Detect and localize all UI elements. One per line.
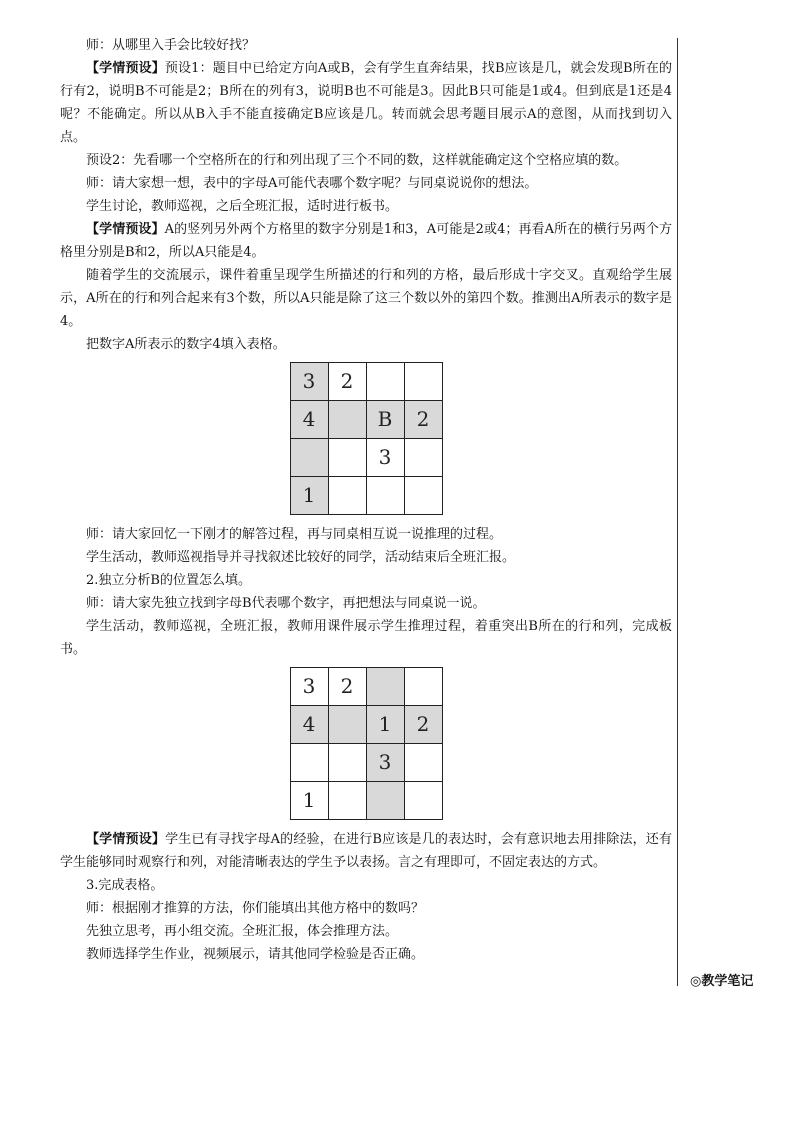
paragraph: [60, 828, 672, 874]
paragraph: 预设2：先看哪一个空格所在的行和列出现了三个不同的数，这样就能确定这个空格应填的数。: [86, 153, 628, 168]
grid-cell: 3: [290, 668, 328, 706]
paragraph: 2.独立分析B的位置怎么填。: [86, 573, 251, 588]
preset-tag: 【学情预设】: [86, 222, 165, 237]
grid-row: [290, 439, 442, 477]
grid-cell: [404, 363, 442, 401]
paragraph: 随着学生的交流展示，课件着重呈现学生所描述的行和列的方格，最后形成十字交叉。直观给学生展示，A所在的行和列合起来有3个数，所以A只能是除了这三个数以外的第四个数。推测出A所表示的数字是4。: [60, 268, 672, 329]
grid-cell: [404, 668, 442, 706]
grid-row: [290, 706, 442, 744]
grid-cell: [366, 477, 404, 515]
paragraph: 3.完成表格。: [86, 878, 164, 893]
grid-cell: 2: [328, 668, 366, 706]
paragraph: 师：从哪里入手会比较好找？: [86, 38, 256, 53]
grid-cell: [328, 401, 366, 439]
grid-cell: 3: [366, 744, 404, 782]
paragraph: 学生活动，教师巡视，全班汇报，教师用课件展示学生推理过程，着重突出B所在的行和列，完成板书。: [60, 619, 672, 657]
grid-cell: [290, 439, 328, 477]
paragraph: 师：请大家想一想，表中的字母A可能代表哪个数字呢？与同桌说说你的想法。: [86, 176, 538, 191]
grid-row: [290, 363, 442, 401]
grid-row: [290, 744, 442, 782]
grid-cell: [328, 706, 366, 744]
grid-row: [290, 782, 442, 820]
grid-cell: 2: [404, 401, 442, 439]
grid-cell: 4: [290, 401, 328, 439]
grid-cell: [404, 744, 442, 782]
grid-cell: 2: [404, 706, 442, 744]
grid-cell: [366, 668, 404, 706]
teaching-notes-label: ◎教学笔记: [690, 974, 754, 989]
main-content: [60, 34, 672, 966]
text-section-1: [60, 34, 672, 356]
grid-row: [290, 477, 442, 515]
grid-cell: [366, 363, 404, 401]
paragraph-text: A的竖列另外两个方格里的数字分别是1和3，A可能是2或4；再看A所在的横行另两个方格里分别是B和2，所以A只能是4。: [60, 222, 672, 260]
paragraph: 师：根据刚才推算的方法，你们能填出其他方格中的数吗？: [86, 901, 425, 916]
sudoku-grid-2: [290, 667, 443, 820]
paragraph: 把数字A所表示的数字4填入表格。: [86, 337, 286, 352]
sudoku-grid-1: [290, 362, 443, 515]
grid-cell: 1: [366, 706, 404, 744]
grid-row: [290, 401, 442, 439]
grid-cell: [404, 477, 442, 515]
grid-cell: 1: [290, 782, 328, 820]
text-section-3: [60, 828, 672, 966]
paragraph: 教师选择学生作业，视频展示，请其他同学检验是否正确。: [86, 947, 425, 962]
text-section-2: [60, 523, 672, 661]
paragraph: 学生讨论，教师巡视，之后全班汇报，适时进行板书。: [86, 199, 399, 214]
grid-cell: 2: [328, 363, 366, 401]
grid-cell: B: [366, 401, 404, 439]
grid-cell: 4: [290, 706, 328, 744]
sudoku-grid-2-wrap: [60, 667, 672, 820]
paragraph: 先独立思考，再小组交流。全班汇报，体会推理方法。: [86, 924, 399, 939]
grid-cell: [290, 744, 328, 782]
grid-cell: [366, 782, 404, 820]
grid-cell: [328, 782, 366, 820]
paragraph-text: 学生已有寻找字母A的经验，在进行B应该是几的表达时，会有意识地去用排除法，还有学生能够同时观察行和列，对能清晰表达的学生予以表扬。言之有理即可，不固定表达的方式。: [60, 832, 672, 870]
grid-cell: [328, 477, 366, 515]
paragraph: 师：请大家先独立找到字母B代表哪个数字，再把想法与同桌说一说。: [86, 596, 486, 611]
margin-divider: [677, 38, 678, 986]
paragraph-text: 预设1：题目中已给定方向A或B，会有学生直奔结果，找B应该是几，就会发现B所在的行有2，说明B不可能是2；B所在的列有3，说明B也不可能是3。因此B只可能是1或4。但到底是1还是4呢？不能确定。所以从B入手不能直接确定B应该是几。转而就会思考题目展示A的意图，从而找到切入点。: [60, 61, 672, 145]
grid-cell: 3: [366, 439, 404, 477]
grid-row: [290, 668, 442, 706]
grid-cell: 3: [290, 363, 328, 401]
grid-cell: 1: [290, 477, 328, 515]
grid-cell: [328, 439, 366, 477]
grid-cell: [404, 782, 442, 820]
paragraph: [60, 57, 672, 149]
sudoku-grid-1-wrap: [60, 362, 672, 515]
grid-cell: [404, 439, 442, 477]
paragraph: 学生活动，教师巡视指导并寻找叙述比较好的同学，活动结束后全班汇报。: [86, 550, 516, 565]
preset-tag: 【学情预设】: [86, 61, 165, 76]
paragraph: [60, 218, 672, 264]
paragraph: 师：请大家回忆一下刚才的解答过程，再与同桌相互说一说推理的过程。: [86, 527, 503, 542]
preset-tag: 【学情预设】: [86, 832, 166, 847]
grid-cell: [328, 744, 366, 782]
